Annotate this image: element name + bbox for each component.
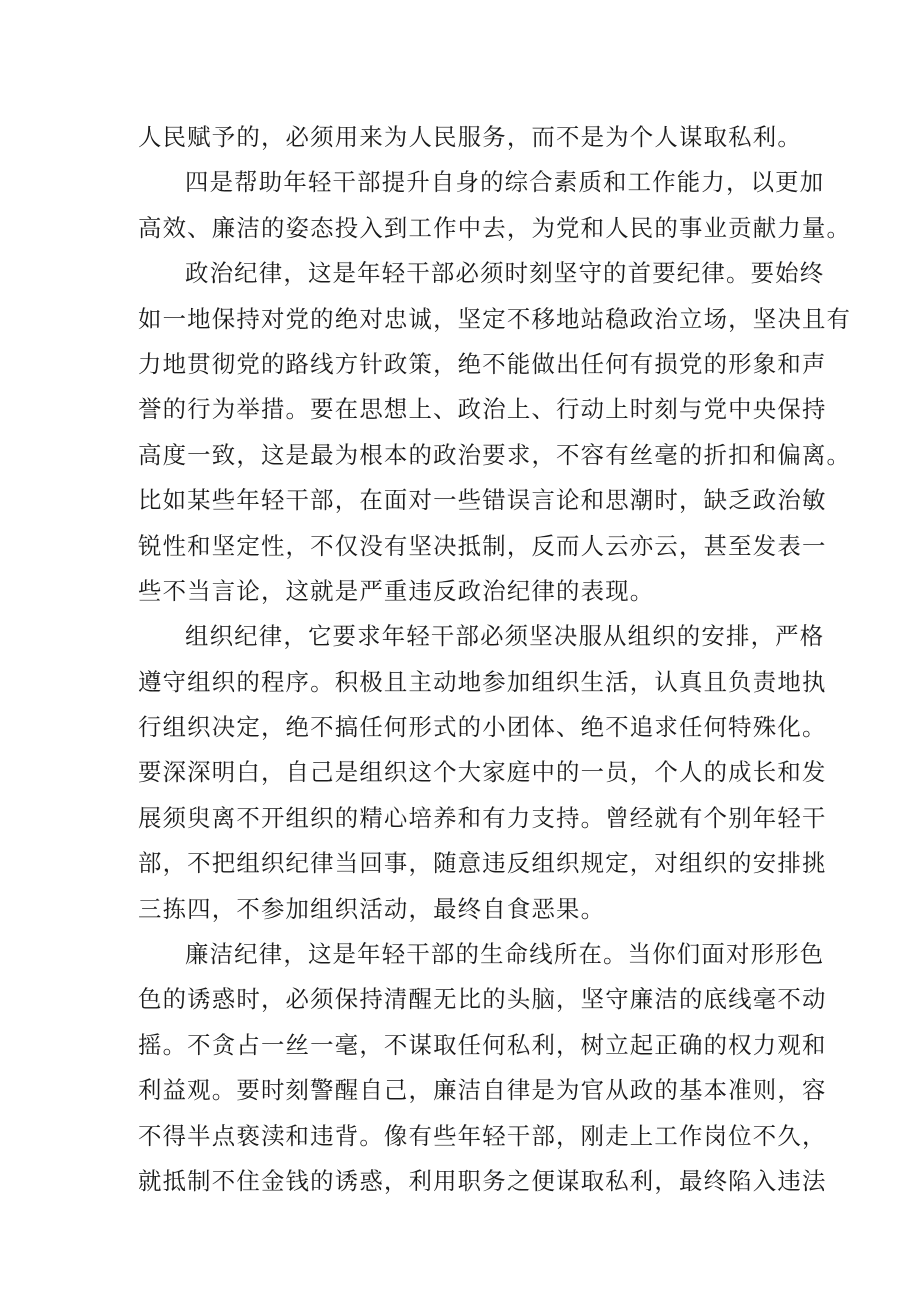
paragraph [138,614,827,932]
text-line: 就抵制不住金钱的诱惑，利用职务之便谋取私利，最终陷入违法 [138,1166,827,1195]
body-text [138,115,852,1204]
paragraph [138,115,802,160]
text-line: 如一地保持对党的绝对忠诚，坚定不移地站稳政治立场，坚决且有 [138,304,852,333]
text-line: 摇。不贪占一丝一毫，不谋取任何私利，树立起正确的权力观和 [138,1030,827,1059]
paragraph [138,251,852,614]
text-line: 要深深明白，自己是组织这个大家庭中的一员，个人的成长和发 [138,758,827,787]
text-line: 组织纪律，它要求年轻干部必须坚决服从组织的安排，严格 [185,622,825,651]
text-line: 利益观。要时刻警醒自己，廉洁自律是为官从政的基本准则，容 [138,1076,827,1105]
paragraph [138,160,852,251]
text-line: 誉的行为举措。要在思想上、政治上、行动上时刻与党中央保持 [138,395,827,424]
paragraph [138,932,827,1204]
text-line: 四是帮助年轻干部提升自身的综合素质和工作能力，以更加 [185,168,825,197]
text-line: 行组织决定，绝不搞任何形式的小团体、绝不追求任何特殊化。 [138,713,827,742]
text-line: 些不当言论，这就是严重违反政治纪律的表现。 [138,576,655,605]
text-line: 遵守组织的程序。积极且主动地参加组织生活，认真且负责地执 [138,667,827,696]
text-line: 人民赋予的，必须用来为人民服务，而不是为个人谋取私利。 [138,123,802,151]
text-line: 高效、廉洁的姿态投入到工作中去，为党和人民的事业贡献力量。 [138,213,852,242]
text-line: 三拣四，不参加组织活动，最终自食恶果。 [138,894,606,923]
text-line: 政治纪律，这是年轻干部必须时刻坚守的首要纪律。要始终 [185,259,825,288]
text-line: 部，不把组织纪律当回事，随意违反组织规定，对组织的安排挑 [138,849,827,878]
text-line: 高度一致，这是最为根本的政治要求，不容有丝毫的折扣和偏离。 [138,440,852,469]
text-line: 锐性和坚定性，不仅没有坚决抵制，反而人云亦云，甚至发表一 [138,531,827,560]
text-line: 廉洁纪律，这是年轻干部的生命线所在。当你们面对形形色 [185,940,825,969]
text-line: 比如某些年轻干部，在面对一些错误言论和思潮时，缺乏政治敏 [138,486,827,515]
text-line: 色的诱惑时，必须保持清醒无比的头脑，坚守廉洁的底线毫不动 [138,985,827,1014]
text-line: 不得半点亵渎和违背。像有些年轻干部，刚走上工作岗位不久， [138,1121,827,1150]
text-line: 力地贯彻党的路线方针政策，绝不能做出任何有损党的形象和声 [138,349,827,378]
text-line: 展须臾离不开组织的精心培养和有力支持。曾经就有个别年轻干 [138,803,827,832]
